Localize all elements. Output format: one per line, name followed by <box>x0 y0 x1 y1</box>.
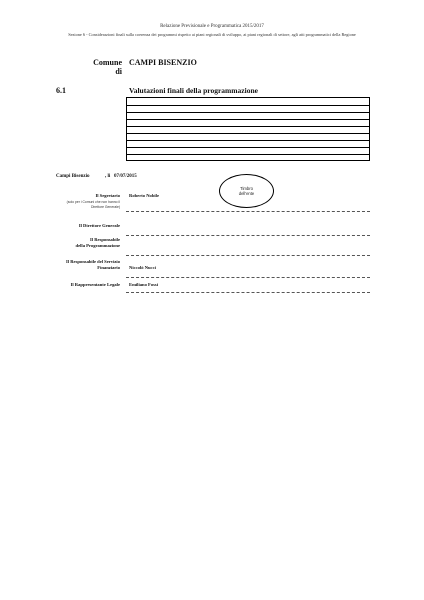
direttore-signature-line[interactable] <box>126 235 370 236</box>
responsabile-fin-label-line1: Il Responsabile del Servizio <box>66 259 120 264</box>
report-title: Relazione Previsionale e Programmatica 2015/2017 <box>160 24 264 29</box>
ruled-line <box>127 126 369 127</box>
segretario-name: Roberto Nobile <box>129 193 159 198</box>
segretario-signature-line[interactable] <box>126 211 370 212</box>
responsabile-fin-signature-line[interactable] <box>126 277 370 278</box>
document-date: 07/07/2015 <box>114 174 137 179</box>
direttore-label: Il Direttore Generale <box>78 223 120 228</box>
rappresentante-name: Emiliano Fossi <box>129 282 158 287</box>
stamp-area <box>219 174 274 208</box>
segretario-label: Il Segretario <box>95 193 120 198</box>
ruled-line <box>127 119 369 120</box>
ruled-line <box>127 147 369 148</box>
rappresentante-label: Il Rappresentante Legale <box>70 282 120 287</box>
responsabile-prog-label-line2: della Programmazione <box>75 243 120 248</box>
evaluation-text-box[interactable] <box>126 97 370 161</box>
section-subtitle: Sezione 6 - Considerazioni finali sulla coerenza dei programmi rispetto ai piani regionali di sviluppo, ai piani regionali di settore, agli atti programmatici della Regione <box>68 32 356 37</box>
segretario-note-line1: (solo per i Comuni che non hanno il <box>66 200 120 204</box>
ruled-line <box>127 105 369 106</box>
segretario-note-line2: Direttore Generale) <box>90 205 120 209</box>
ruled-line <box>127 140 369 141</box>
place-date-separator: , li <box>105 174 111 179</box>
rappresentante-signature-line[interactable] <box>126 292 370 293</box>
ruled-line <box>127 112 369 113</box>
ruled-line <box>127 154 369 155</box>
responsabile-fin-label-line2: Finanziario <box>97 265 120 270</box>
responsabile-prog-label-line1: Il Responsabile <box>90 237 120 242</box>
responsabile-prog-signature-line[interactable] <box>126 255 370 256</box>
stamp-text-line2: dell'ente <box>238 191 255 196</box>
comune-name: CAMPI BISENZIO <box>129 58 197 67</box>
section-number: 6.1 <box>56 86 66 95</box>
place-name: Campi Bisenzio <box>56 174 90 179</box>
responsabile-fin-name: Niccolò Nucci <box>129 265 156 270</box>
section-title: Valutazioni finali della programmazione <box>129 86 258 95</box>
stamp-text-line1: Timbro <box>240 186 253 191</box>
ruled-line <box>127 133 369 134</box>
comune-label: Comune di <box>93 58 122 76</box>
